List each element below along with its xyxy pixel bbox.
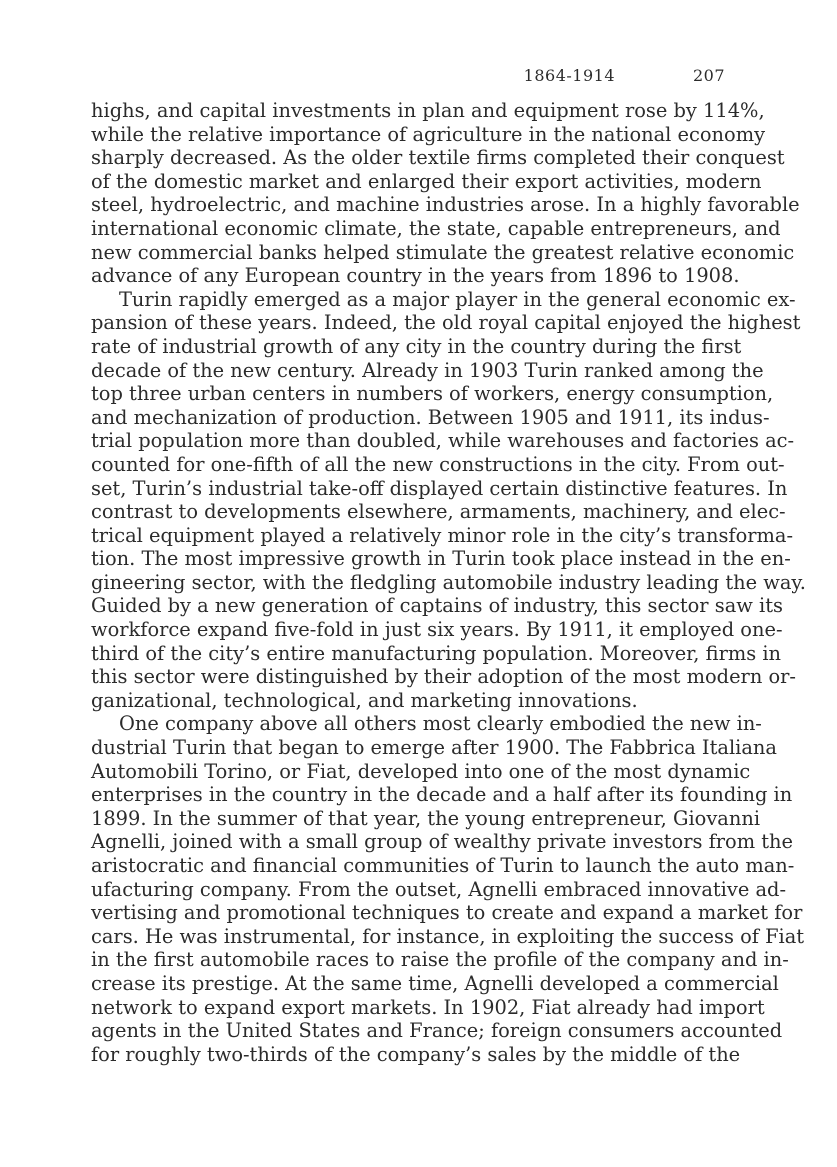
running-head-date-range: 1864-1914 xyxy=(523,66,615,85)
text-line: set, Turin’s industrial take-off displayed certain distinctive features. In xyxy=(91,476,788,500)
text-line: 1899. In the summer of that year, the young entrepreneur, Giovanni xyxy=(91,806,761,830)
paragraph xyxy=(91,712,805,1066)
text-line: third of the city’s entire manufacturing population. Moreover, firms in xyxy=(91,641,782,665)
text-line: this sector were distinguished by their adoption of the most modern or- xyxy=(91,665,796,689)
text-line: for roughly two-thirds of the company’s sales by the middle of the xyxy=(91,1042,741,1066)
text-line: while the relative importance of agriculture in the national economy xyxy=(91,122,766,146)
text-line: Guided by a new generation of captains of industry, this sector saw its xyxy=(91,594,783,618)
text-line: dustrial Turin that began to emerge after 1900. The Fabbrica Italiana xyxy=(91,736,777,760)
paragraph xyxy=(91,287,806,713)
text-line: pansion of these years. Indeed, the old royal capital enjoyed the highest xyxy=(91,311,801,335)
text-line: vertising and promotional techniques to create and expand a market for xyxy=(91,901,803,925)
text-line: Automobili Torino, or Fiat, developed into one of the most dynamic xyxy=(91,759,751,783)
text-line: tion. The most impressive growth in Turin took place instead in the en- xyxy=(91,547,791,571)
text-line: contrast to developments elsewhere, armaments, machinery, and elec- xyxy=(91,500,786,524)
text-line: counted for one-fifth of all the new constructions in the city. From out- xyxy=(91,452,785,476)
page-number: 207 xyxy=(692,66,725,85)
text-line: Agnelli, joined with a small group of wealthy private investors from the xyxy=(91,830,794,854)
body-text xyxy=(91,99,806,1066)
text-line: highs, and capital investments in plan and equipment rose by 114%, xyxy=(91,99,765,122)
text-line: in the first automobile races to raise the profile of the company and in- xyxy=(91,948,789,972)
text-line: agents in the United States and France; foreign consumers accounted xyxy=(91,1019,783,1043)
text-line: international economic climate, the state, capable entrepreneurs, and xyxy=(91,216,781,240)
text-line: workforce expand five-fold in just six years. By 1911, it employed one- xyxy=(91,618,783,642)
running-head xyxy=(91,66,725,90)
text-line: sharply decreased. As the older textile firms completed their conquest xyxy=(91,146,785,170)
paragraph xyxy=(91,99,800,288)
text-line: trical equipment played a relatively minor role in the city’s transforma- xyxy=(91,523,794,547)
text-line: aristocratic and financial communities of Turin to launch the auto man- xyxy=(91,854,795,877)
text-line: cars. He was instrumental, for instance, in exploiting the success of Fiat xyxy=(91,924,805,948)
text-line: network to expand export markets. In 1902, Fiat already had import xyxy=(91,995,765,1019)
text-line: rate of industrial growth of any city in the country during the first xyxy=(91,334,742,358)
text-line: enterprises in the country in the decade and a half after its founding in xyxy=(91,783,793,807)
text-line: and mechanization of production. Between 1905 and 1911, its indus- xyxy=(91,405,770,429)
text-line: advance of any European country in the years from 1896 to 1908. xyxy=(91,264,740,288)
text-line: new commercial banks helped stimulate the greatest relative economic xyxy=(91,240,795,264)
text-line: crease its prestige. At the same time, Agnelli developed a commercial xyxy=(91,971,779,995)
text-line: ufacturing company. From the outset, Agnelli embraced innovative ad- xyxy=(91,877,787,901)
text-line: One company above all others most clearly embodied the new in- xyxy=(119,712,762,736)
text-line: ganizational, technological, and marketing innovations. xyxy=(91,688,638,712)
text-line: steel, hydroelectric, and machine industries arose. In a highly favorable xyxy=(91,193,800,217)
text-line: gineering sector, with the fledgling automobile industry leading the way. xyxy=(91,570,806,594)
text-line: Turin rapidly emerged as a major player in the general economic ex- xyxy=(119,287,796,311)
text-line: of the domestic market and enlarged their export activities, modern xyxy=(91,169,762,193)
text-line: trial population more than doubled, while warehouses and factories ac- xyxy=(91,429,795,453)
text-line: decade of the new century. Already in 1903 Turin ranked among the xyxy=(91,358,764,382)
text-line: top three urban centers in numbers of workers, energy consumption, xyxy=(91,382,774,406)
